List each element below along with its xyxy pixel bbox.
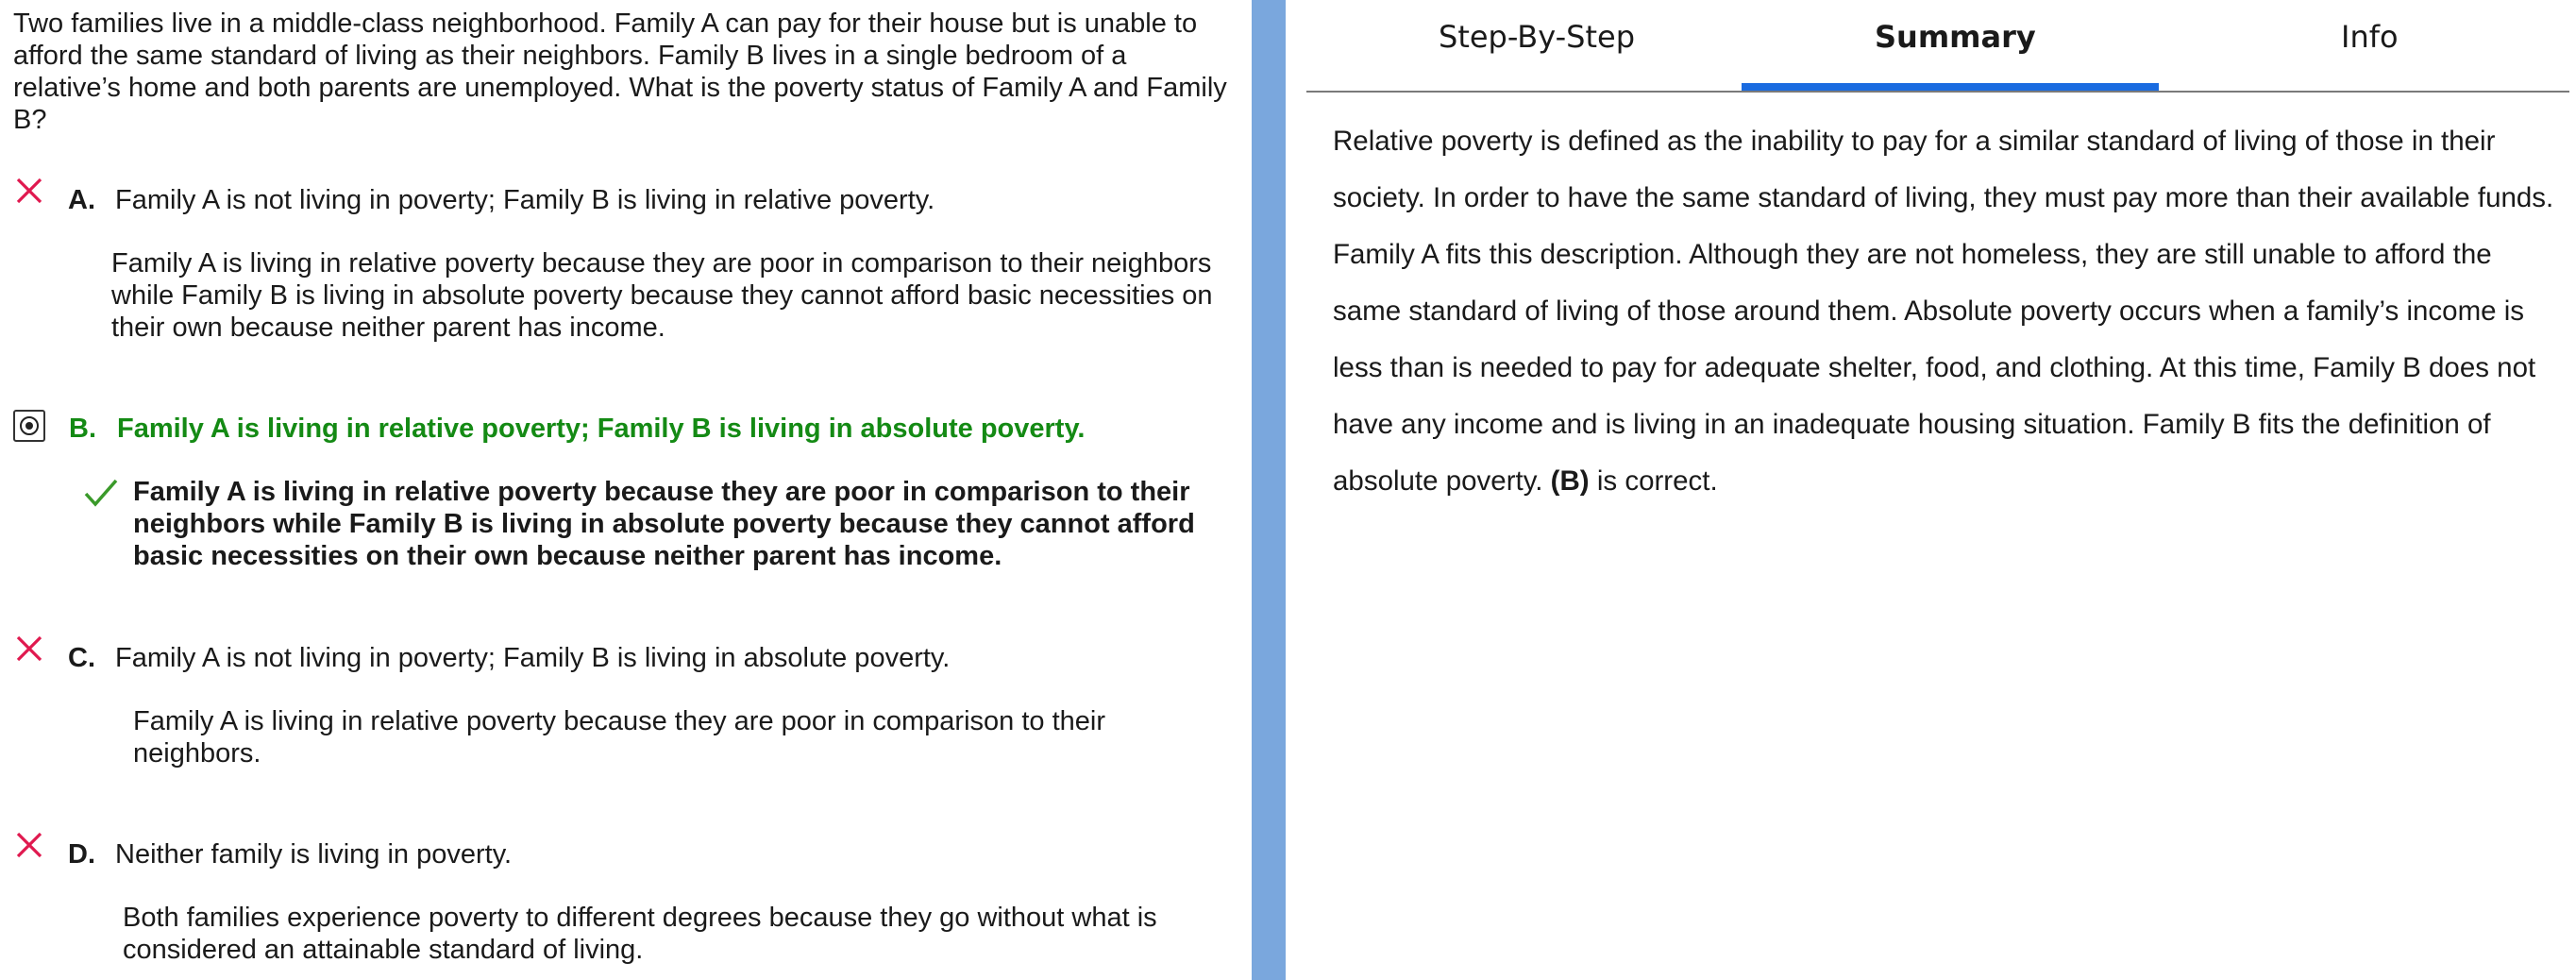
option-c[interactable] xyxy=(0,628,1237,788)
x-icon xyxy=(15,177,43,205)
option-text: Family A is not living in poverty; Family B is living in relative poverty. xyxy=(115,185,935,215)
option-letter: B. xyxy=(69,414,96,444)
summary-text: Relative poverty is defined as the inability to pay for a similar standard of living of those in their society. In order to have the same standard of living, they must pay more than their available funds. Family A fits this description. Although they are not homeless, they are still unable to afford the same standard of living of those around them. Absolute poverty occurs when a family’s income is less than is needed to pay for adequate shelter, food, and clothing. At this time, Family B does not have any income and is living in an inadequate housing situation. Family B fits the definition of absolute poverty. (B) is correct. xyxy=(1333,126,2554,497)
tab-step-by-step[interactable]: Step-By-Step xyxy=(1439,19,1635,55)
option-explanation: Family A is living in relative poverty because they are poor in comparison to their neighbors while Family B is living in absolute poverty because they cannot afford basic necessities on their own because neither parent has income. xyxy=(133,477,1195,571)
option-a[interactable] xyxy=(0,170,1237,359)
correct-answer-label: (B) xyxy=(1550,465,1590,497)
option-text: Neither family is living in poverty. xyxy=(115,839,513,870)
panel-divider[interactable] xyxy=(1252,0,1286,980)
option-letter: A. xyxy=(68,185,95,215)
option-text: Family A is living in relative poverty; Family B is living in absolute poverty. xyxy=(117,414,1086,444)
option-text: Family A is not living in poverty; Family B is living in absolute poverty. xyxy=(115,643,951,673)
option-explanation: Family A is living in relative poverty because they are poor in comparison to their neighbors. xyxy=(133,706,1105,769)
x-icon xyxy=(15,831,43,859)
radio-selected-icon xyxy=(13,410,45,442)
tab-info[interactable]: Info xyxy=(2341,19,2399,55)
option-letter: D. xyxy=(68,839,95,870)
option-letter: C. xyxy=(68,643,95,673)
explanation-panel xyxy=(1286,0,2576,980)
tab-summary[interactable]: Summary xyxy=(1875,19,2036,55)
checkmark-icon xyxy=(83,478,119,508)
option-explanation: Both families experience poverty to different degrees because they go without what is considered an attainable standard of living. xyxy=(123,903,1157,965)
option-d[interactable] xyxy=(0,824,1237,980)
option-b[interactable] xyxy=(0,406,1237,585)
tab-bar xyxy=(1306,0,2569,93)
option-explanation: Family A is living in relative poverty because they are poor in comparison to their neighbors while Family B is living in absolute poverty because they cannot afford basic necessities on their own because neither parent has income. xyxy=(111,248,1213,343)
active-tab-indicator xyxy=(1742,83,2159,91)
x-icon xyxy=(15,634,43,663)
question-text: Two families live in a middle-class neighborhood. Family A can pay for their house but is unable to afford the same standard of living as their neighbors. Family B lives in a single bedroom of a relative’s home and both parents are unemployed. What is the poverty status of Family A and Family B? xyxy=(13,8,1227,135)
